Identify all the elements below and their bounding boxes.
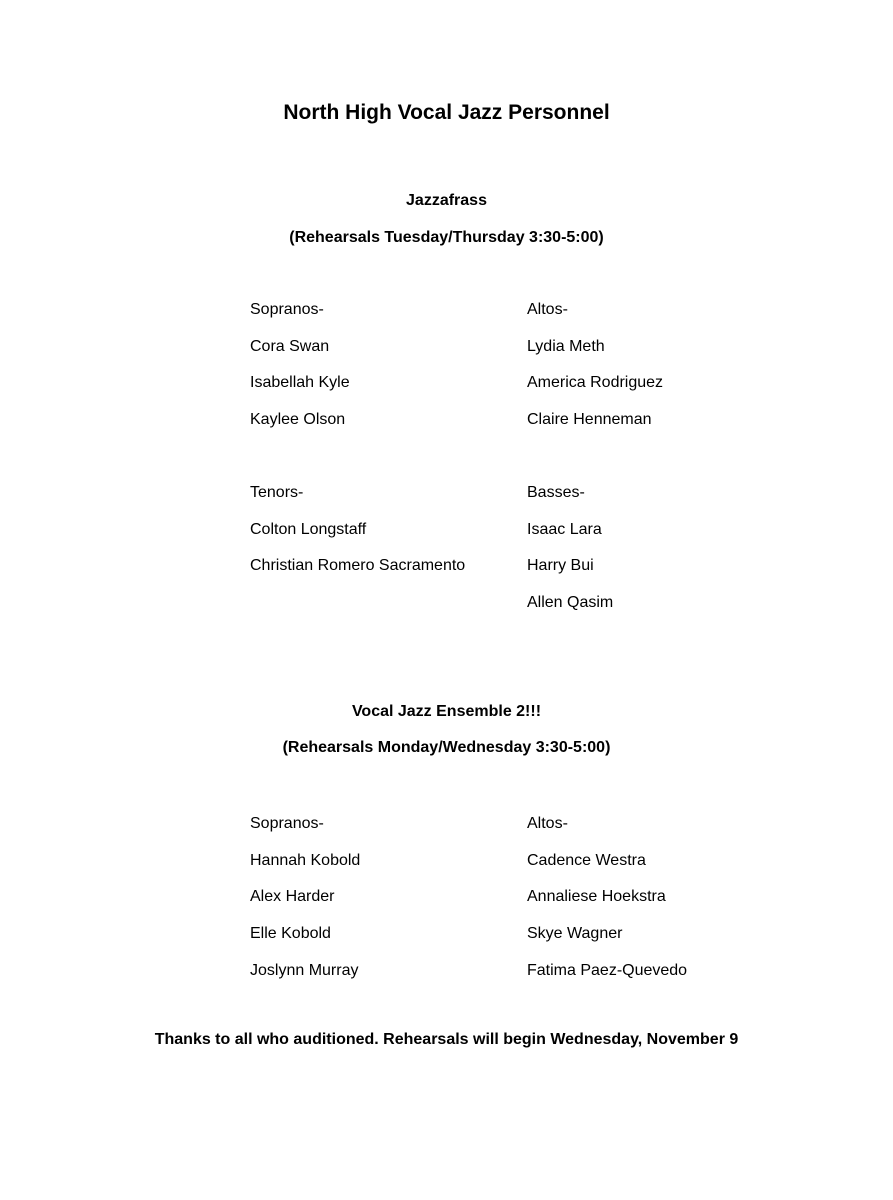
ensemble-1-tenors — [250, 483, 465, 593]
section-label-sopranos: Sopranos- — [250, 301, 324, 318]
member-name: Fatima Paez-Quevedo — [527, 961, 688, 979]
section-label-altos: Altos- — [527, 301, 568, 318]
member-name: Isabellah Kyle — [250, 374, 350, 392]
document-title: North High Vocal Jazz Personnel — [283, 101, 610, 124]
member-name: Hannah Kobold — [250, 851, 361, 869]
section-label-altos: Altos- — [527, 815, 568, 832]
section-label-sopranos: Sopranos- — [250, 815, 324, 832]
ensemble-1-sopranos — [250, 300, 350, 447]
member-name: Lydia Meth — [527, 337, 605, 355]
member-name: Joslynn Murray — [250, 961, 359, 979]
member-name: Harry Bui — [527, 557, 594, 575]
member-name: Annaliese Hoekstra — [527, 888, 666, 906]
member-name: Alex Harder — [250, 888, 335, 906]
ensemble-1-altos — [527, 300, 663, 447]
member-name: Cora Swan — [250, 337, 330, 355]
member-name: Kaylee Olson — [250, 411, 346, 429]
member-name: Claire Henneman — [527, 411, 652, 429]
section-label-tenors: Tenors- — [250, 484, 304, 501]
section-label-basses: Basses- — [527, 484, 585, 501]
member-name: Allen Qasim — [527, 594, 614, 612]
ensemble-1-schedule: (Rehearsals Tuesday/Thursday 3:30-5:00) — [289, 229, 604, 246]
ensemble-2-sopranos — [250, 814, 360, 997]
member-name: Christian Romero Sacramento — [250, 557, 466, 575]
member-name: Cadence Westra — [527, 851, 646, 869]
member-name: America Rodriguez — [527, 374, 664, 392]
ensemble-2-altos — [527, 814, 687, 997]
ensemble-1-basses — [527, 483, 613, 630]
footer-note: Thanks to all who auditioned. Rehearsals will begin Wednesday, November 9 — [154, 1031, 739, 1048]
ensemble-2-name: Vocal Jazz Ensemble 2!!! — [351, 703, 542, 720]
member-name: Colton Longstaff — [250, 520, 367, 538]
ensemble-2-schedule: (Rehearsals Monday/Wednesday 3:30-5:00) — [282, 739, 611, 756]
member-name: Skye Wagner — [527, 925, 623, 943]
member-name: Elle Kobold — [250, 925, 331, 943]
ensemble-1-name: Jazzafrass — [406, 192, 487, 209]
member-name: Isaac Lara — [527, 520, 602, 538]
